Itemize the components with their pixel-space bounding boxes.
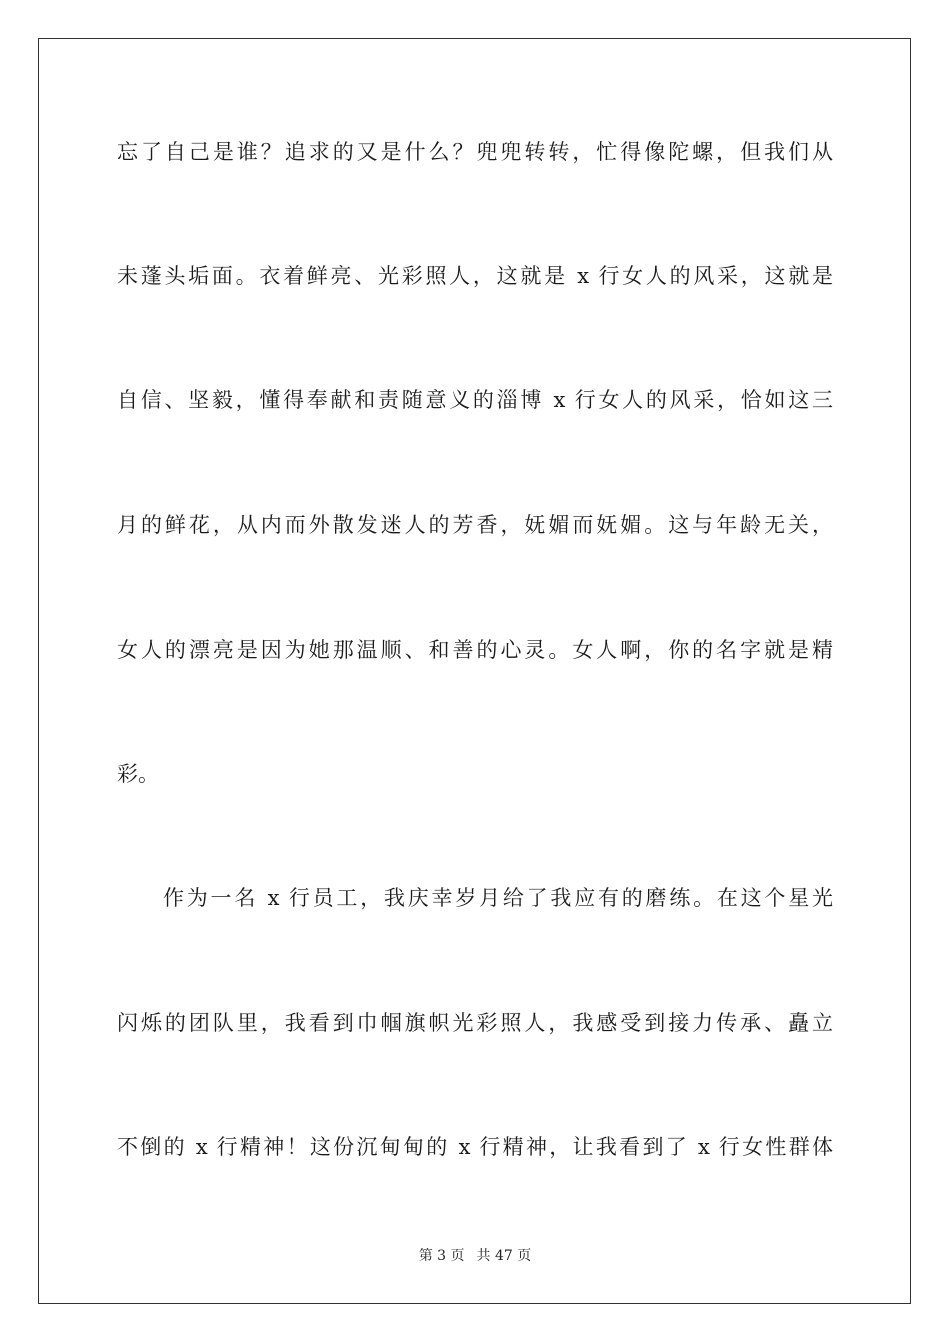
page-total: 共 47 页 — [476, 1248, 532, 1264]
text-line-8: 闪烁的团队里，我看到巾帼旗帜光彩照人，我感受到接力传承、矗立 — [117, 1011, 833, 1035]
page-number: 第 3 页 — [418, 1248, 465, 1264]
text-line-5: 女人的漂亮是因为她那温顺、和善的心灵。女人啊，你的名字就是精 — [117, 638, 833, 662]
paragraph-start-line: 作为一名 x 行员工，我庆幸岁月给了我应有的磨练。在这个星光 — [163, 886, 833, 910]
text-line-3: 自信、坚毅，懂得奉献和责随意义的淄博 x 行女人的风采，恰如这三 — [117, 388, 833, 412]
text-line-1: 忘了自己是谁？追求的又是什么？兜兜转转，忙得像陀螺，但我们从 — [117, 140, 833, 164]
text-line-2: 未蓬头垢面。衣着鲜亮、光彩照人，这就是 x 行女人的风采，这就是 — [117, 264, 833, 288]
page-footer — [0, 1247, 950, 1265]
text-line-6: 彩。 — [117, 762, 159, 786]
text-line-9: 不倒的 x 行精神！这份沉甸甸的 x 行精神，让我看到了 x 行女性群体 — [117, 1135, 833, 1159]
page-border — [38, 38, 911, 1304]
text-line-4: 月的鲜花，从内而外散发迷人的芳香，妩媚而妩媚。这与年龄无关， — [117, 513, 833, 537]
